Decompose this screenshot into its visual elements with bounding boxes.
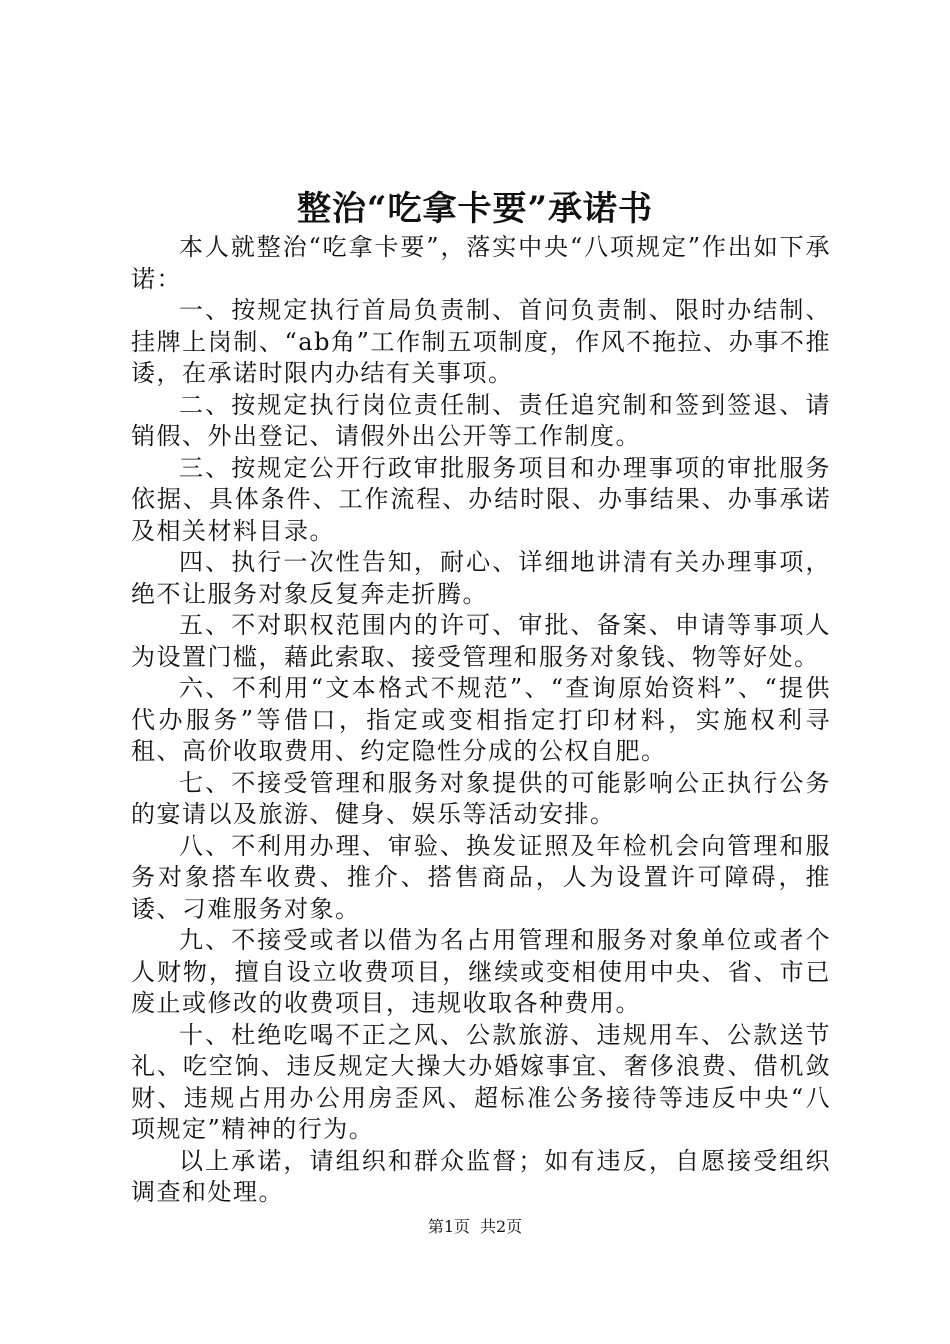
paragraph-item-3: 三、按规定公开行政审批服务项目和办理事项的审批服务依据、具体条件、工作流程、办结时限、办事结果、办事承诺及相关材料目录。 [131,453,831,545]
paragraph-item-10: 十、杜绝吃喝不正之风、公款旅游、违规用车、公款送节礼、吃空饷、违反规定大操大办婚嫁事宜、奢侈浪费、借机敛财、违规占用办公用房歪风、超标准公务接待等违反中央“八项规定”精神的行为。 [131,1020,831,1143]
page-footer [0,1215,950,1239]
paragraph-closing: 以上承诺，请组织和群众监督；如有违反，自愿接受组织调查和处理。 [131,1146,831,1206]
page-number: 第1页 [427,1217,470,1236]
document-body [131,232,831,1209]
paragraph-item-9: 九、不接受或者以借为名占用管理和服务对象单位或者个人财物，擅自设立收费项目，继续或变相使用中央、省、市已废止或修改的收费项目，违规收取各种费用。 [131,926,831,1017]
page-total: 共2页 [480,1217,523,1236]
paragraph-item-2: 二、按规定执行岗位责任制、责任追究制和签到签退、请销假、外出登记、请假外出公开等工作制度。 [131,390,831,450]
document-title: 整治“吃拿卡要”承诺书 [296,189,654,229]
paragraph-item-7: 七、不接受管理和服务对象提供的可能影响公正执行公务的宴请以及旅游、健身、娱乐等活动安排。 [131,768,831,828]
paragraph-item-8: 八、不利用办理、审验、换发证照及年检机会向管理和服务对象搭车收费、推介、搭售商品，人为设置许可障碍，推诿、刁难服务对象。 [131,831,831,923]
paragraph-item-6: 六、不利用“文本格式不规范”、“查询原始资料”、“提供代办服务”等借口，指定或变相指定打印材料，实施权利寻租、高价收取费用、约定隐性分成的公权自肥。 [131,674,831,765]
paragraph-item-5: 五、不对职权范围内的许可、审批、备案、申请等事项人为设置门槛，藉此索取、接受管理和服务对象钱、物等好处。 [131,611,831,671]
paragraph-item-1: 一、按规定执行首局负责制、首问负责制、限时办结制、挂牌上岗制、“ab角”工作制五项制度，作风不拖拉、办事不推诿，在承诺时限内办结有关事项。 [131,296,831,387]
paragraph-intro: 本人就整治“吃拿卡要”，落实中央“八项规定”作出如下承诺： [131,233,831,293]
paragraph-item-4: 四、执行一次性告知，耐心、详细地讲清有关办理事项，绝不让服务对象反复奔走折腾。 [131,548,831,608]
